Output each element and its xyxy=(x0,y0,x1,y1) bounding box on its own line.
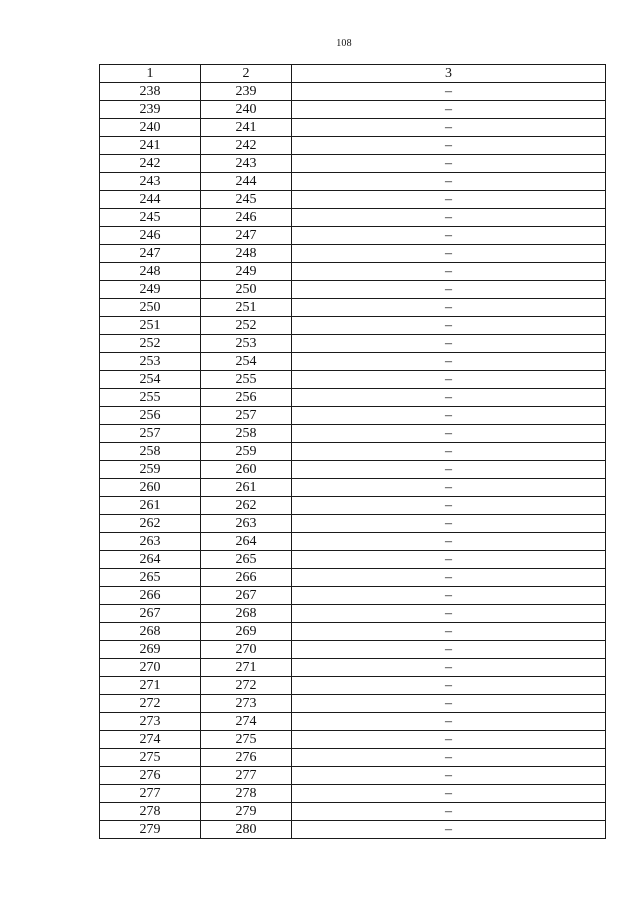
table-cell-col-1: 250 xyxy=(100,299,201,317)
table-cell-col-1: 252 xyxy=(100,335,201,353)
table-row xyxy=(100,731,606,749)
table-cell-col-2: 275 xyxy=(201,731,292,749)
table-cell-col-1: 249 xyxy=(100,281,201,299)
table-cell-col-1: 244 xyxy=(100,191,201,209)
table-cell-col-3: – xyxy=(292,569,606,587)
table-cell-col-2: 251 xyxy=(201,299,292,317)
table-row xyxy=(100,533,606,551)
table-cell-col-1: 243 xyxy=(100,173,201,191)
table-cell-col-3: – xyxy=(292,389,606,407)
table-cell-col-1: 251 xyxy=(100,317,201,335)
table-cell-col-3: – xyxy=(292,119,606,137)
table-row xyxy=(100,353,606,371)
table-row xyxy=(100,227,606,245)
table-cell-col-3: – xyxy=(292,479,606,497)
table-row xyxy=(100,551,606,569)
table-cell-col-2: 264 xyxy=(201,533,292,551)
table-row xyxy=(100,389,606,407)
table-cell-col-1: 279 xyxy=(100,821,201,839)
table-cell-col-2: 270 xyxy=(201,641,292,659)
table-cell-col-1: 277 xyxy=(100,785,201,803)
table-cell-col-3: – xyxy=(292,461,606,479)
table-cell-col-2: 280 xyxy=(201,821,292,839)
table-cell-col-1: 254 xyxy=(100,371,201,389)
table-cell-col-2: 276 xyxy=(201,749,292,767)
table-cell-col-2: 271 xyxy=(201,659,292,677)
table-row xyxy=(100,407,606,425)
table-row xyxy=(100,497,606,515)
table-cell-col-2: 277 xyxy=(201,767,292,785)
table-cell-col-1: 261 xyxy=(100,497,201,515)
table-cell-col-1: 242 xyxy=(100,155,201,173)
table-cell-col-1: 272 xyxy=(100,695,201,713)
table-row xyxy=(100,821,606,839)
table-cell-col-2: 260 xyxy=(201,461,292,479)
table-cell-col-2: 253 xyxy=(201,335,292,353)
table-cell-col-2: 244 xyxy=(201,173,292,191)
table-cell-col-1: 273 xyxy=(100,713,201,731)
table-cell-col-3: – xyxy=(292,623,606,641)
table-row xyxy=(100,281,606,299)
table-cell-col-2: 261 xyxy=(201,479,292,497)
table-cell-col-2: 265 xyxy=(201,551,292,569)
table-cell-col-1: 240 xyxy=(100,119,201,137)
table-cell-col-2: 278 xyxy=(201,785,292,803)
table-cell-col-2: 252 xyxy=(201,317,292,335)
table-cell-col-1: 276 xyxy=(100,767,201,785)
table-cell-col-1: 270 xyxy=(100,659,201,677)
table-cell-col-3: – xyxy=(292,515,606,533)
table-cell-col-3: – xyxy=(292,173,606,191)
table-cell-col-3: – xyxy=(292,677,606,695)
table-cell-col-2: 247 xyxy=(201,227,292,245)
table-cell-col-2: 269 xyxy=(201,623,292,641)
table-row xyxy=(100,119,606,137)
table-row xyxy=(100,443,606,461)
table-row xyxy=(100,569,606,587)
table-row xyxy=(100,191,606,209)
table-cell-col-3: – xyxy=(292,209,606,227)
table-row xyxy=(100,335,606,353)
table-row xyxy=(100,83,606,101)
table-cell-col-1: 253 xyxy=(100,353,201,371)
table-cell-col-1: 278 xyxy=(100,803,201,821)
table-row xyxy=(100,461,606,479)
table-row xyxy=(100,317,606,335)
table-row xyxy=(100,677,606,695)
table-cell-col-3: – xyxy=(292,803,606,821)
table-cell-col-1: 267 xyxy=(100,605,201,623)
table-cell-col-3: – xyxy=(292,83,606,101)
table-cell-col-3: – xyxy=(292,659,606,677)
table-cell-col-1: 266 xyxy=(100,587,201,605)
table-cell-col-1: 241 xyxy=(100,137,201,155)
table-row xyxy=(100,785,606,803)
table-cell-col-2: 274 xyxy=(201,713,292,731)
table-cell-col-1: 257 xyxy=(100,425,201,443)
table-cell-col-3: – xyxy=(292,767,606,785)
table-cell-col-2: 248 xyxy=(201,245,292,263)
table-row xyxy=(100,695,606,713)
table-cell-col-1: 269 xyxy=(100,641,201,659)
table-cell-col-2: 241 xyxy=(201,119,292,137)
table-row xyxy=(100,425,606,443)
table-cell-col-2: 249 xyxy=(201,263,292,281)
table-cell-col-3: – xyxy=(292,101,606,119)
table-row xyxy=(100,263,606,281)
table-cell-col-1: 258 xyxy=(100,443,201,461)
column-header-1: 1 xyxy=(100,65,201,83)
table-cell-col-3: – xyxy=(292,533,606,551)
table-cell-col-3: – xyxy=(292,155,606,173)
table-cell-col-3: – xyxy=(292,605,606,623)
table-row xyxy=(100,803,606,821)
table-row xyxy=(100,605,606,623)
table-cell-col-3: – xyxy=(292,443,606,461)
table-row xyxy=(100,479,606,497)
table-cell-col-3: – xyxy=(292,281,606,299)
table-cell-col-3: – xyxy=(292,245,606,263)
table-cell-col-2: 240 xyxy=(201,101,292,119)
table-cell-col-3: – xyxy=(292,551,606,569)
table-cell-col-3: – xyxy=(292,227,606,245)
table-cell-col-2: 250 xyxy=(201,281,292,299)
table-cell-col-3: – xyxy=(292,425,606,443)
table-cell-col-2: 245 xyxy=(201,191,292,209)
table-cell-col-3: – xyxy=(292,695,606,713)
table-cell-col-2: 239 xyxy=(201,83,292,101)
table-row xyxy=(100,137,606,155)
table-cell-col-3: – xyxy=(292,641,606,659)
table-cell-col-2: 259 xyxy=(201,443,292,461)
table-body xyxy=(100,83,606,839)
table-cell-col-2: 262 xyxy=(201,497,292,515)
table-row xyxy=(100,371,606,389)
table-cell-col-3: – xyxy=(292,353,606,371)
table-cell-col-2: 254 xyxy=(201,353,292,371)
table-cell-col-1: 274 xyxy=(100,731,201,749)
table-cell-col-2: 255 xyxy=(201,371,292,389)
table-cell-col-1: 264 xyxy=(100,551,201,569)
table-cell-col-3: – xyxy=(292,587,606,605)
table-cell-col-1: 271 xyxy=(100,677,201,695)
table-cell-col-3: – xyxy=(292,497,606,515)
table-row xyxy=(100,245,606,263)
table-row xyxy=(100,299,606,317)
table-cell-col-1: 256 xyxy=(100,407,201,425)
table-cell-col-1: 260 xyxy=(100,479,201,497)
table-cell-col-1: 248 xyxy=(100,263,201,281)
table-cell-col-2: 267 xyxy=(201,587,292,605)
table-cell-col-3: – xyxy=(292,407,606,425)
table-cell-col-2: 242 xyxy=(201,137,292,155)
table-cell-col-3: – xyxy=(292,317,606,335)
table-row xyxy=(100,155,606,173)
table-row xyxy=(100,659,606,677)
table-row xyxy=(100,101,606,119)
table-cell-col-1: 263 xyxy=(100,533,201,551)
column-header-3: 3 xyxy=(292,65,606,83)
table-cell-col-2: 256 xyxy=(201,389,292,407)
table-cell-col-3: – xyxy=(292,191,606,209)
table-cell-col-2: 246 xyxy=(201,209,292,227)
table-row xyxy=(100,641,606,659)
table-cell-col-2: 258 xyxy=(201,425,292,443)
table-cell-col-2: 243 xyxy=(201,155,292,173)
table-cell-col-3: – xyxy=(292,731,606,749)
table-row xyxy=(100,767,606,785)
table-header-row xyxy=(100,65,606,83)
page-number: 108 xyxy=(336,38,352,49)
table-row xyxy=(100,713,606,731)
table-cell-col-2: 279 xyxy=(201,803,292,821)
table-row xyxy=(100,587,606,605)
table-cell-col-2: 273 xyxy=(201,695,292,713)
table-cell-col-2: 266 xyxy=(201,569,292,587)
table-cell-col-1: 275 xyxy=(100,749,201,767)
table-cell-col-1: 259 xyxy=(100,461,201,479)
table-cell-col-3: – xyxy=(292,137,606,155)
table-cell-col-1: 246 xyxy=(100,227,201,245)
table-cell-col-1: 255 xyxy=(100,389,201,407)
table-row xyxy=(100,749,606,767)
table-cell-col-1: 245 xyxy=(100,209,201,227)
table-cell-col-3: – xyxy=(292,749,606,767)
table-cell-col-3: – xyxy=(292,371,606,389)
table-row xyxy=(100,209,606,227)
column-header-2: 2 xyxy=(201,65,292,83)
table-cell-col-1: 262 xyxy=(100,515,201,533)
table-cell-col-1: 268 xyxy=(100,623,201,641)
table-cell-col-3: – xyxy=(292,785,606,803)
table-row xyxy=(100,515,606,533)
table-cell-col-2: 257 xyxy=(201,407,292,425)
table-cell-col-3: – xyxy=(292,263,606,281)
data-table xyxy=(99,64,606,839)
table-cell-col-1: 247 xyxy=(100,245,201,263)
table-cell-col-3: – xyxy=(292,713,606,731)
table-cell-col-3: – xyxy=(292,821,606,839)
table-cell-col-3: – xyxy=(292,335,606,353)
table-cell-col-3: – xyxy=(292,299,606,317)
table-row xyxy=(100,623,606,641)
table-cell-col-1: 239 xyxy=(100,101,201,119)
table-cell-col-2: 268 xyxy=(201,605,292,623)
table-cell-col-2: 263 xyxy=(201,515,292,533)
table-cell-col-1: 265 xyxy=(100,569,201,587)
table-row xyxy=(100,173,606,191)
table-cell-col-2: 272 xyxy=(201,677,292,695)
table-cell-col-1: 238 xyxy=(100,83,201,101)
